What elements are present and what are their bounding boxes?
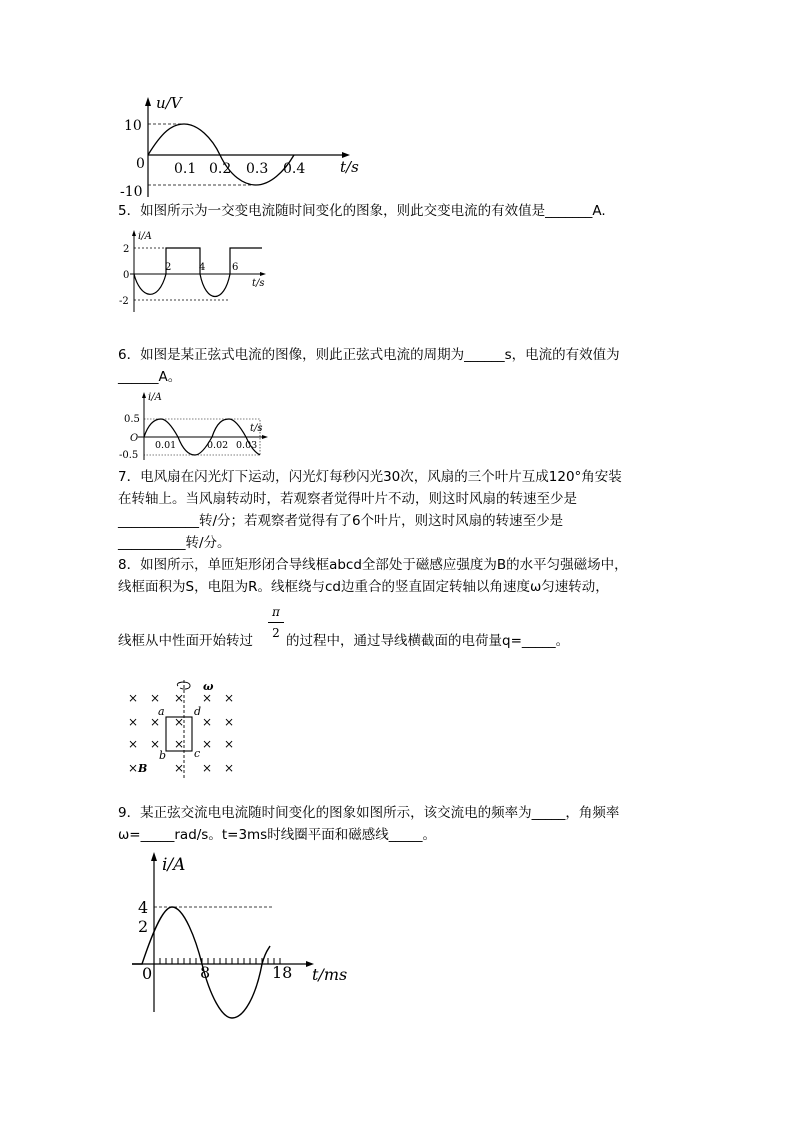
y-min-label: -10 bbox=[120, 184, 143, 200]
y-axis-arrow bbox=[132, 230, 136, 236]
question-6-line-1: 6．如图是某正弦式电流的图像，则此正弦式电流的周期为______s，电流的有效值为 bbox=[118, 347, 620, 363]
question-8-line-3 bbox=[118, 604, 693, 652]
negative-half-sine bbox=[200, 274, 230, 297]
field-cross: × bbox=[202, 691, 213, 705]
y-min-label: -2 bbox=[119, 296, 129, 307]
field-cross: × bbox=[224, 691, 235, 705]
current-square-sine-graph bbox=[118, 228, 268, 318]
field-cross: × bbox=[174, 761, 185, 775]
field-cross: × bbox=[202, 761, 213, 775]
question-5-text: 5．如图所示为一交变电流随时间变化的图象，则此交变电流的有效值是_______A. bbox=[118, 203, 606, 219]
field-cross: × bbox=[224, 737, 235, 751]
field-cross: × bbox=[150, 715, 161, 729]
question-7-line-2: 在转轴上。当风扇转动时，若观察者觉得叶片不动，则这时风扇的转速至少是 bbox=[118, 491, 577, 507]
x-tick-label: 4 bbox=[199, 262, 206, 273]
question-9-line-1: 9．某正弦交流电电流随时间变化的图象如图所示，该交流电的频率为_____，角频率 bbox=[118, 805, 620, 821]
field-cross: × bbox=[202, 737, 213, 751]
field-cross: × bbox=[150, 691, 161, 705]
field-cross: × bbox=[174, 691, 185, 705]
question-7 bbox=[118, 466, 693, 554]
field-cross: × bbox=[202, 715, 213, 729]
question-8 bbox=[118, 554, 693, 598]
vertex-b-label: b bbox=[159, 749, 167, 762]
field-cross: × bbox=[224, 761, 235, 775]
question-8-line-2: 线框面积为S，电阻为R。线框绕与cd边重合的竖直固定转轴以角速度ω匀速转动， bbox=[118, 579, 609, 595]
question-9-line-2: ω=_____rad/s。t=3ms时线圈平面和磁感线_____。 bbox=[118, 827, 436, 843]
y-min-label: -0.5 bbox=[119, 450, 139, 461]
y-axis-label: u/V bbox=[156, 94, 182, 112]
x-axis-label: t/s bbox=[252, 278, 265, 289]
question-9 bbox=[118, 802, 693, 846]
y-4-label: 4 bbox=[138, 898, 149, 917]
field-label-B: B bbox=[138, 762, 148, 775]
origin-label: 0 bbox=[142, 964, 153, 983]
x-axis-arrow bbox=[260, 272, 266, 276]
x-tick-label: 0.3 bbox=[246, 161, 269, 177]
question-6-line-2: ______A。 bbox=[118, 369, 182, 385]
x-tick-label: 0.4 bbox=[283, 161, 306, 177]
y-axis-label: i/A bbox=[148, 392, 162, 403]
field-cross: × bbox=[128, 691, 139, 705]
field-cross: × bbox=[128, 737, 139, 751]
sine-current-graph bbox=[118, 390, 268, 462]
field-cross: × bbox=[128, 761, 139, 775]
x-tick-label: 0.2 bbox=[209, 161, 232, 177]
x-axis-arrow bbox=[262, 435, 268, 439]
y-axis-arrow bbox=[145, 97, 151, 106]
fraction-numerator: π bbox=[272, 605, 280, 619]
x-axis-label: t/s bbox=[250, 423, 263, 434]
voltage-sine-graph bbox=[118, 92, 368, 202]
vertex-a-label: a bbox=[158, 705, 165, 718]
x-8-label: 8 bbox=[200, 963, 211, 982]
question-8-line-3b: 的过程中，通过导线横截面的电荷量q=_____。 bbox=[286, 633, 570, 649]
question-5 bbox=[118, 200, 693, 222]
fraction-denominator: 2 bbox=[272, 626, 280, 640]
origin-label: 0 bbox=[136, 156, 145, 172]
sine-current-ms-graph bbox=[118, 850, 358, 1022]
omega-label: ω bbox=[203, 680, 214, 693]
question-7-line-3: ____________转/分；若观察者觉得有了6个叶片，则这时风扇的转速至少是 bbox=[118, 513, 564, 529]
x-tick-label: 6 bbox=[232, 262, 239, 273]
vertex-d-label: d bbox=[194, 705, 202, 718]
x-18-label: 18 bbox=[272, 963, 293, 982]
question-7-line-1: 7．电风扇在闪光灯下运动，闪光灯每秒闪光30次，风扇的三个叶片互成120°角安装 bbox=[118, 469, 622, 485]
question-6 bbox=[118, 344, 693, 388]
x-tick-label: 0.02 bbox=[207, 440, 229, 451]
question-7-line-4: __________转/分。 bbox=[118, 535, 231, 551]
x-tick-label: 2 bbox=[165, 262, 172, 273]
field-cross: × bbox=[128, 715, 139, 729]
question-8-line-3a: 线框从中性面开始转过 bbox=[118, 633, 253, 649]
y-2-label: 2 bbox=[138, 917, 149, 936]
y-max-label: 0.5 bbox=[124, 414, 140, 425]
fraction-pi-over-2 bbox=[268, 604, 284, 641]
field-cross: × bbox=[174, 715, 185, 729]
y-axis-label: i/A bbox=[138, 231, 152, 242]
origin-label: O bbox=[130, 433, 139, 444]
fraction-bar bbox=[268, 622, 284, 623]
x-tick-label: 0.1 bbox=[174, 161, 197, 177]
y-axis-arrow bbox=[151, 852, 157, 861]
field-cross: × bbox=[224, 715, 235, 729]
x-axis-label: t/ms bbox=[312, 965, 348, 984]
negative-half-sine bbox=[134, 274, 166, 294]
x-tick-label: 0.03 bbox=[236, 440, 258, 451]
vertex-c-label: c bbox=[194, 747, 201, 760]
field-cross: × bbox=[174, 737, 185, 751]
rotating-coil-figure bbox=[118, 676, 248, 780]
y-max-label: 2 bbox=[123, 244, 130, 255]
y-axis-label: i/A bbox=[162, 855, 186, 875]
x-axis-label: t/s bbox=[340, 158, 359, 176]
y-axis-arrow bbox=[142, 392, 146, 398]
x-tick-label: 0.01 bbox=[155, 440, 177, 451]
origin-label: 0 bbox=[123, 270, 130, 281]
y-max-label: 10 bbox=[124, 118, 142, 134]
question-8-line-1: 8．如图所示，单匝矩形闭合导线框abcd全部处于磁感应强度为B的水平匀强磁场中， bbox=[118, 557, 628, 573]
field-cross: × bbox=[150, 737, 161, 751]
